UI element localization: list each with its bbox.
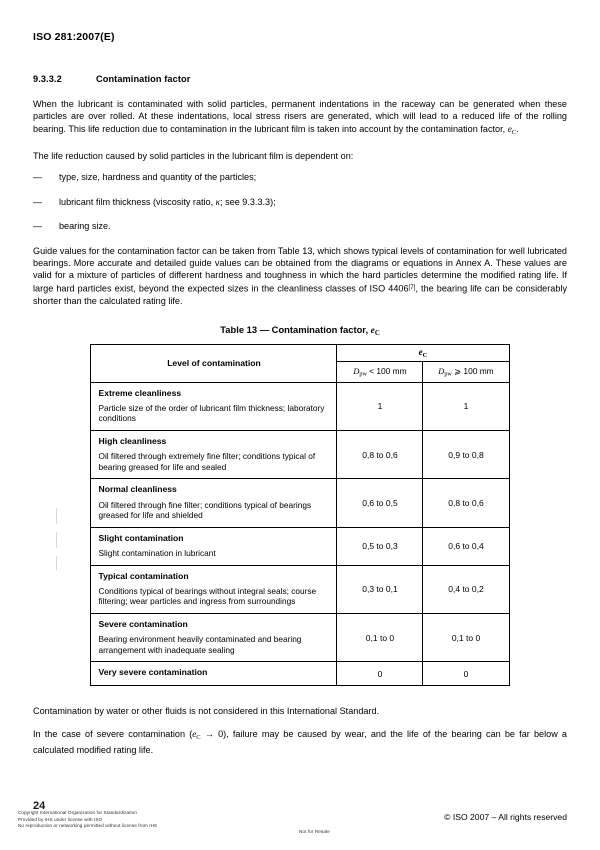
row-level-cell xyxy=(91,479,337,527)
paragraph-severe-text-after: → 0), failure may be caused by wear, and the life of the bearing can be far below a calculated modified rating life. xyxy=(33,729,567,756)
row-title: High cleanliness xyxy=(98,436,167,447)
table-caption-symbol xyxy=(371,326,380,336)
paragraph-severe-contamination xyxy=(33,728,567,757)
table-row xyxy=(91,431,509,479)
symbol-ec-base: e xyxy=(507,123,512,134)
table-row xyxy=(91,614,509,662)
list-item-text xyxy=(59,171,256,183)
clause-title: Contamination factor xyxy=(96,74,191,84)
paragraph-guide-text: Guide values for the contamination factor can be taken from Table 13, which shows typical levels of contamination for well lubricated bearings. More accurate and detailed guide values can be obtained from the diagrams or equations in Annex A. These values are valid for a mixture of particles of different hardness and toughness in which the hard particles determine the modified rating life. If large hard particles exist, beyond the expected sizes in the cleanliness classes of ISO 4406 xyxy=(33,245,567,294)
table-header-row-1 xyxy=(91,345,509,362)
paragraph-intro xyxy=(33,98,567,139)
row-value-small: 0,6 to 0,5 xyxy=(337,479,423,527)
header-dpw-large xyxy=(423,362,509,383)
table-caption-symbol-base: e xyxy=(370,326,375,337)
row-value-large: 1 xyxy=(423,382,509,430)
row-level-cell xyxy=(91,662,337,685)
symbol-ec xyxy=(508,124,516,134)
row-title: Slight contamination xyxy=(98,532,184,543)
row-level-cell xyxy=(91,614,337,662)
symbol-ec-severe-subscript: C xyxy=(196,733,201,741)
row-title: Very severe contamination xyxy=(98,667,208,678)
list-item-text-before: bearing size. xyxy=(59,221,111,232)
table-caption-prefix: Table 13 — Contamination factor, xyxy=(220,324,371,336)
row-title: Severe contamination xyxy=(98,619,188,630)
license-line-1: Copyright International Organization for Standardization xyxy=(18,810,137,815)
list-item-text-after: ; see 9.3.3.3); xyxy=(220,196,276,207)
paragraph-dependent-lead: The life reduction caused by solid particles in the lubricant film is dependent on: xyxy=(33,151,354,162)
symbol-kappa: κ xyxy=(215,196,221,207)
row-title: Extreme cleanliness xyxy=(98,387,182,398)
row-level-cell xyxy=(91,431,337,479)
row-description: Slight contamination in lubricant xyxy=(98,548,216,559)
table-caption-symbol-subscript: C xyxy=(374,330,380,338)
copyright-notice: © ISO 2007 – All rights reserved xyxy=(444,812,567,822)
header-ec-symbol xyxy=(419,347,428,357)
row-description: Oil filtered through fine filter; conditions typical of bearings greased for life and shielded xyxy=(98,499,312,521)
license-line-3: No reproduction or networking permitted without license from IHS xyxy=(18,823,158,829)
table-body xyxy=(91,382,509,685)
dash-marker: — xyxy=(33,172,42,183)
running-head: ISO 281:2007(E) xyxy=(33,31,115,43)
dash-marker: — xyxy=(33,196,42,207)
dash-marker: — xyxy=(33,221,42,232)
header-dpw-large-subscript: pw xyxy=(444,371,452,378)
row-value-small: 0,1 to 0 xyxy=(337,614,423,662)
row-value-large: 0,9 to 0,8 xyxy=(423,431,509,479)
header-level-of-contamination: Level of contamination xyxy=(91,345,337,383)
row-value-large: 0,6 to 0,4 xyxy=(423,527,509,565)
row-level-cell xyxy=(91,382,337,430)
row-value-large: 0,4 to 0,2 xyxy=(423,565,509,613)
row-value-large: 0 xyxy=(423,662,509,685)
header-dpw-small-rest: < 100 mm xyxy=(366,366,407,376)
clause-heading xyxy=(33,74,567,84)
symbol-ec-subscript: C xyxy=(511,128,517,136)
clause-number: 9.3.3.2 xyxy=(33,74,62,84)
row-value-large: 0,8 to 0,6 xyxy=(423,479,509,527)
table-row xyxy=(91,662,509,685)
list-item xyxy=(33,171,567,183)
row-description: Conditions typical of bearings without integral seals; course filtering; wear particles and ingress from surroundings xyxy=(98,585,317,607)
row-level-cell xyxy=(91,565,337,613)
row-description: Oil filtered through extremely fine filter; conditions typical of bearing greased for life and sealed xyxy=(98,451,316,472)
table-row xyxy=(91,479,509,527)
row-level-cell xyxy=(91,527,337,565)
list-item xyxy=(33,196,567,208)
symbol-ec-severe xyxy=(192,729,200,739)
not-for-resale-stamp: Not for Resale xyxy=(299,829,330,834)
header-dpw-small xyxy=(337,362,423,383)
paragraph-severe-text-before: In the case of severe contamination ( xyxy=(33,729,193,740)
paragraph-intro-period: . xyxy=(516,123,519,134)
row-value-small: 0,8 to 0,6 xyxy=(337,431,423,479)
row-value-small: 0 xyxy=(337,662,423,685)
table-row xyxy=(91,565,509,613)
list-item xyxy=(33,220,567,232)
header-ec-symbol-subscript: C xyxy=(422,352,428,359)
paragraph-guide-values xyxy=(33,245,567,308)
row-value-small: 0,3 to 0,1 xyxy=(337,565,423,613)
header-dpw-small-subscript: pw xyxy=(359,371,367,378)
list-item-text-before: lubricant film thickness (viscosity ratio, xyxy=(59,196,216,207)
paragraph-intro-text: When the lubricant is contaminated with solid particles, permanent indentations in the raceway can be generated when these particles are over rolled. At these indentations, local stress risers are generated, which will lead to a reduced life of the rolling bearing. This life reduction due to contamination in the lubricant film is taken into account by the contamination factor, xyxy=(33,99,567,134)
license-line-2: Provided by IHS under license with ISO xyxy=(18,816,103,822)
row-description: Particle size of the order of lubricant film thickness; laboratory conditions xyxy=(98,402,325,424)
header-ec-symbol-base: e xyxy=(418,347,423,358)
symbol-ec-severe-base: e xyxy=(192,729,197,740)
paragraph-guide-text-end: , the bearing life can be considerably shorter than the calculated rating life. xyxy=(33,283,568,306)
license-stamp xyxy=(18,810,157,830)
list-item-text-before: type, size, hardness and quantity of the particles; xyxy=(59,172,257,183)
row-title: Normal cleanliness xyxy=(98,484,177,495)
reference-marker-7: [7] xyxy=(408,283,416,291)
header-dpw-small-symbol: D xyxy=(353,367,360,376)
page-content xyxy=(33,74,567,768)
row-title: Typical contamination xyxy=(98,570,189,581)
list-item-text xyxy=(59,220,111,232)
table-caption xyxy=(33,324,567,337)
dash-list xyxy=(33,171,567,232)
header-dpw-large-symbol: D xyxy=(438,367,445,376)
contamination-factor-table xyxy=(90,344,509,685)
table-row xyxy=(91,382,509,430)
row-description: Bearing environment heavily contaminated and bearing arrangement with inadequate sealing xyxy=(98,634,302,655)
list-item-text xyxy=(59,196,276,208)
row-value-small: 1 xyxy=(337,382,423,430)
header-dpw-large-rest: ⩾ 100 mm xyxy=(451,366,494,376)
paragraph-water-note: Contamination by water or other fluids is not considered in this International Standard. xyxy=(33,705,380,716)
table-header xyxy=(91,345,509,383)
row-value-large: 0,1 to 0 xyxy=(423,614,509,662)
table-row xyxy=(91,527,509,565)
page-number: 24 xyxy=(33,800,46,812)
header-ec xyxy=(337,345,509,362)
row-value-small: 0,5 to 0,3 xyxy=(337,527,423,565)
